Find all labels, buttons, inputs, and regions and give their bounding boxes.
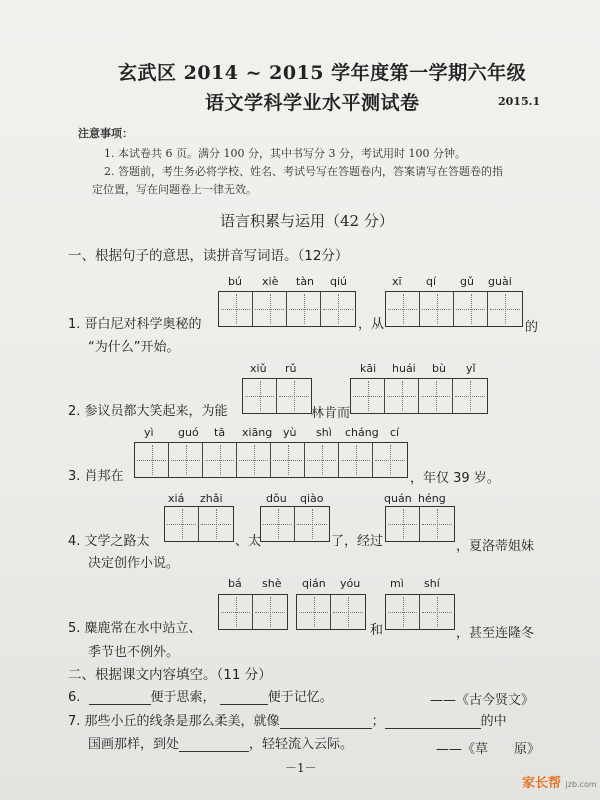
watermark-brand: 家长帮 <box>522 776 562 791</box>
q5-answer-box-a[interactable] <box>218 594 288 630</box>
q5-pinyin-c0: mì <box>390 577 404 590</box>
q6-number: 6. <box>68 690 81 705</box>
q6-line <box>68 686 333 705</box>
notice-item-2a: 2. 答题前，考生务必将学校、姓名、考试号写在答题卷内，答案请写在答题卷的指 <box>104 165 503 178</box>
section-title: 语言积累与运用（42 分） <box>220 212 394 230</box>
q4-answer-box-a[interactable] <box>164 506 234 542</box>
q4-pinyin-c1: héng <box>418 492 446 505</box>
q3-text-b: ，年仅 39 岁。 <box>410 471 500 486</box>
q1-text-d: “为什么”开始。 <box>88 340 180 355</box>
q2-pinyin-b1: huái <box>392 362 416 375</box>
watermark-site: jzb.com <box>565 780 597 789</box>
q5-text-b: 和 <box>370 623 384 638</box>
notice-item-1: 1. 本试卷共 6 页。满分 100 分，其中书写分 3 分，考试用时 100 分钟。 <box>104 147 466 160</box>
q1-pinyin-b3: guài <box>488 275 512 288</box>
exam-title-line2: 语文学科学业水平测试卷 <box>205 92 420 114</box>
q3-pinyin-2: tā <box>214 426 226 439</box>
q7-text-d: 国画那样，到处 <box>88 737 180 752</box>
q1-pinyin-a3: qiú <box>330 275 348 288</box>
q5-answer-box-c[interactable] <box>385 594 455 630</box>
exam-date: 2015.1 <box>498 95 541 108</box>
q7-blank-1[interactable] <box>280 714 372 729</box>
q3-answer-box[interactable] <box>134 442 408 478</box>
q7-number: 7. <box>68 714 81 729</box>
q7-text-e: ，轻轻流入云际。 <box>249 737 354 752</box>
q6-blank-2[interactable] <box>220 690 268 705</box>
notice-item-2b: 定位置，写在问题卷上一律无效。 <box>92 183 257 196</box>
q3-pinyin-0: yì <box>144 426 154 439</box>
q4-pinyin-a1: zhǎi <box>200 492 223 505</box>
exam-title-line1: 玄武区 2014 ~ 2015 学年度第一学期六年级 <box>118 62 527 84</box>
q3-pinyin-4: yù <box>283 426 297 439</box>
q2-pinyin-b0: kāi <box>360 362 377 375</box>
q1-text-c: 的 <box>525 320 539 335</box>
q1-text-b: ，从 <box>358 317 385 332</box>
q3-pinyin-3: xiāng <box>242 426 273 439</box>
q7-line-1 <box>68 710 507 729</box>
watermark-logo <box>522 772 597 791</box>
q4-text-e: 决定创作小说。 <box>88 556 180 571</box>
q2-answer-box-b[interactable] <box>350 378 488 414</box>
q6-text-b: 便于记忆。 <box>267 690 333 705</box>
notice-heading: 注意事项： <box>78 127 133 140</box>
q2-text-a: 2. 参议员都大笑起来，为能 <box>68 404 228 419</box>
q5-text-d: 季节也不例外。 <box>88 645 180 660</box>
q7-text-a: 那些小丘的线条是那么柔美，就像 <box>84 714 280 729</box>
q7-line-2 <box>88 733 353 752</box>
page-number: －1－ <box>285 761 317 775</box>
part1-heading: 一、根据句子的意思，读拼音写词语。（12分） <box>68 248 349 264</box>
q6-blank-1[interactable] <box>89 690 151 705</box>
q5-answer-box-b[interactable] <box>296 594 366 630</box>
q3-pinyin-5: shì <box>316 426 332 439</box>
q4-text-a: 4. 文学之路太 <box>68 534 150 549</box>
q3-pinyin-1: guó <box>178 426 199 439</box>
q4-text-c: 了，经过 <box>331 534 384 549</box>
q2-pinyin-b2: bù <box>432 362 446 375</box>
q3-pinyin-6: cháng <box>345 426 379 439</box>
q2-answer-box-a[interactable] <box>242 378 312 414</box>
q4-pinyin-b1: qiào <box>300 492 324 505</box>
q6-source: ——《古今贤文》 <box>430 693 535 708</box>
q7-text-b: ； <box>371 714 385 729</box>
q5-text-a: 5. 麋鹿常在水中站立、 <box>68 621 202 636</box>
q3-pinyin-7: cí <box>390 426 400 439</box>
q1-answer-box-b[interactable] <box>385 291 523 327</box>
q5-text-c: ，甚至连隆冬 <box>456 626 535 641</box>
q1-pinyin-a1: xiè <box>262 275 279 288</box>
q5-pinyin-c1: shí <box>424 577 440 590</box>
q4-text-d: ，夏洛蒂姐妹 <box>456 539 535 554</box>
q4-pinyin-b0: dǒu <box>266 492 287 505</box>
q1-pinyin-a0: bú <box>228 275 242 288</box>
q5-pinyin-a0: bá <box>228 577 242 590</box>
q1-pinyin-b0: xī <box>392 275 402 288</box>
q4-pinyin-c0: quán <box>384 492 412 505</box>
q2-text-b: 林肯而 <box>311 406 351 421</box>
q6-text-a: 便于思索， <box>150 690 216 705</box>
q5-pinyin-a1: shè <box>262 577 282 590</box>
q1-text-a: 1. 哥白尼对科学奥秘的 <box>68 317 202 332</box>
q4-answer-box-b[interactable] <box>260 506 330 542</box>
q1-answer-box-a[interactable] <box>218 291 356 327</box>
q4-pinyin-a0: xiá <box>168 492 185 505</box>
q1-pinyin-b1: qí <box>426 275 437 288</box>
q3-text-a: 3. 肖邦在 <box>68 469 124 484</box>
q7-blank-2[interactable] <box>385 714 481 729</box>
q2-pinyin-a0: xiǔ <box>250 362 267 375</box>
q5-pinyin-b0: qián <box>302 577 326 590</box>
q2-pinyin-a1: rǔ <box>285 362 297 375</box>
part2-heading: 二、根据课文内容填空。（11 分） <box>68 667 272 683</box>
q2-pinyin-b3: yǐ <box>466 362 476 375</box>
q4-text-b: 、太 <box>235 534 262 549</box>
q7-source: ——《草 原》 <box>436 742 541 757</box>
q5-pinyin-b1: yóu <box>340 577 361 590</box>
q7-blank-3[interactable] <box>179 737 249 752</box>
q7-text-c: 的中 <box>480 714 507 729</box>
q4-answer-box-c[interactable] <box>385 506 455 542</box>
q1-pinyin-b2: gǔ <box>460 275 474 288</box>
q1-pinyin-a2: tàn <box>296 275 315 288</box>
